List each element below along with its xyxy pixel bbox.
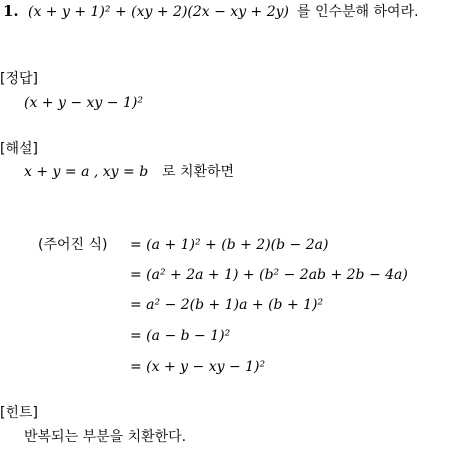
hint-text: 반복되는 부분을 치환한다.	[24, 429, 187, 445]
problem-expression: (x + y + 1)² + (xy + 2)(2x − xy + 2y)	[28, 4, 290, 20]
substitution-text: 로 치환하면	[162, 164, 235, 180]
problem-number: 1.	[3, 2, 19, 20]
step-line: = (a − b − 1)²	[130, 328, 231, 344]
step-line: = (a + 1)² + (b + 2)(b − 2a)	[130, 237, 329, 253]
answer-text: (x + y − xy − 1)²	[24, 95, 143, 111]
problem-instruction: 를 인수분해 하여라.	[297, 4, 419, 20]
step-line: = (x + y − xy − 1)²	[130, 359, 266, 375]
hint-heading: [힌트]	[0, 405, 38, 421]
step-line: = a² − 2(b + 1)a + (b + 1)²	[130, 297, 324, 313]
substitution-math: x + y = a , xy = b	[24, 164, 149, 180]
given-expression-label: (주어진 식)	[38, 237, 108, 253]
explanation-heading: [해설]	[0, 141, 38, 157]
answer-heading: [정답]	[0, 71, 38, 87]
step-line: = (a² + 2a + 1) + (b² − 2ab + 2b − 4a)	[130, 267, 408, 283]
